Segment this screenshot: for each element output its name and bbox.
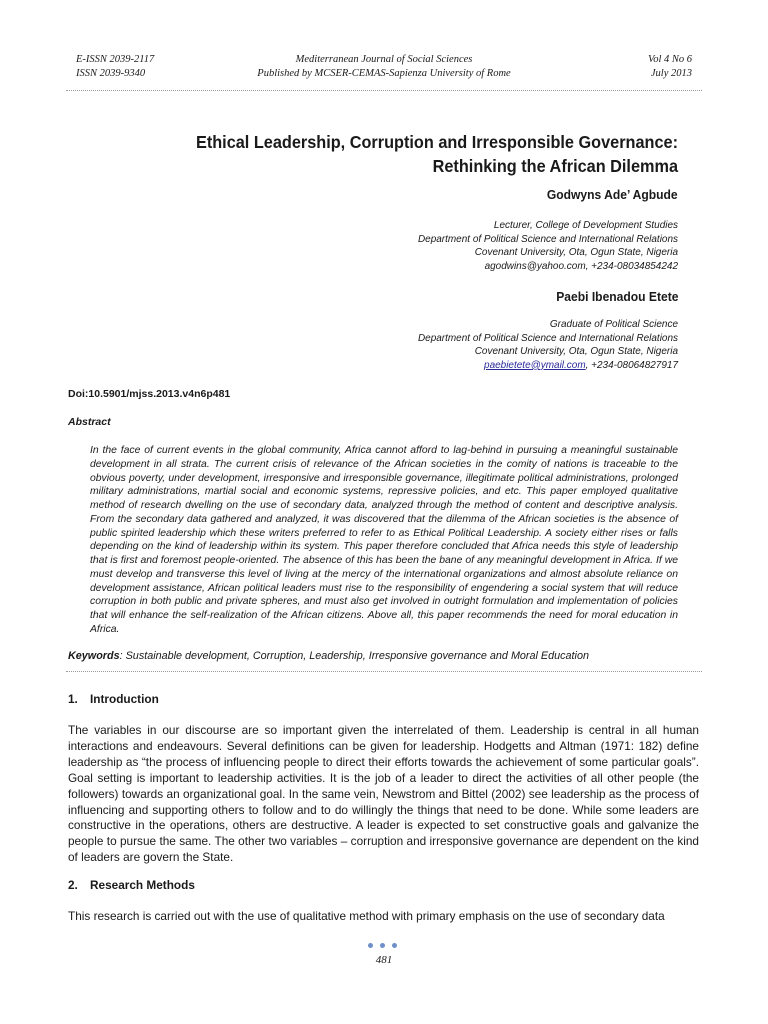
affiliation-line: Department of Political Science and International Relations [417,232,678,245]
author-affiliation-1 [279,219,678,273]
paper-title [157,130,678,178]
volume-block [648,53,692,81]
keywords-list: : Sustainable development, Corruption, Leadership, Irresponsive governance and Moral Education [119,650,589,662]
author-name-1: Godwyns Ade’ Agbude [547,187,678,202]
section-divider [66,671,702,672]
journal-block [200,53,568,81]
ornament-dot [392,943,397,948]
ornament-dot [380,943,385,948]
author-contact: agodwins@yahoo.com, +234-08034854242 [484,259,678,272]
abstract-heading: Abstract [68,416,111,428]
affiliation-line: Covenant University, Ota, Ogun State, Nigeria [474,345,678,358]
section-title: Research Methods [90,878,195,892]
author-email-link[interactable]: paebietete@ymail.com [484,358,586,371]
title-line-2: Rethinking the African Dilemma [432,156,678,176]
affiliation-line: Lecturer, College of Development Studies [493,219,678,231]
header-divider [66,90,702,91]
publisher-text: Published by MCSER-CEMAS-Sapienza University of Rome [257,68,511,79]
section-number: 1. [68,692,78,706]
affiliation-line: Graduate of Political Science [549,318,678,330]
issn-block [76,53,154,81]
section-heading-introduction [68,692,159,706]
author-affiliation-2 [279,318,678,372]
affiliation-line: Covenant University, Ota, Ogun State, Nigeria [474,246,678,259]
issue-date: July 2013 [650,68,692,79]
ornament-dot [368,943,373,948]
page-number: 481 [375,954,393,966]
page-ornament-dots [366,943,402,953]
eissn-text: E-ISSN 2039-2117 [76,54,155,65]
author-phone: , +234-08064827917 [585,358,678,371]
keywords-label: Keywords [68,650,120,662]
keywords [68,650,589,662]
section-title: Introduction [90,692,159,706]
affiliation-line: Department of Political Science and International Relations [417,331,678,344]
abstract-body: In the face of current events in the global community, Africa cannot afford to lag-behind in pursuing a meaningful sustainable development in all strata. The current crisis of relevance of the African societies in the comity of nations is traceable to the obvious poverty, under development, irresponsive and irresponsible governance, illegitimate political administrations, prolonged military administrations, martial social and economic systems, repressive policies, and etc. This paper employed qualitative method of research dwelling on the use of secondary data, analyzed through the method of content and descriptive analysis. From the secondary data gathered and analyzed, it was discovered that the dilemma of the African societies is the absence of public spirited leadership which these writers preferred to refer to as Ethical Political Leadership. A society either rises or falls depending on the kind of leadership within its system. This paper therefore concluded that Africa needs this style of leadership that is first and foremost people-oriented. The absence of this has been the bane of any meaningful development in Africa. If we must develop and transverse this level of living at the mercy of the international organizations and almost absolute reliance on development assistance, African political leaders must rise to the responsibility of engendering a social system that will reduce corruption in both public and private spheres, and must also get involved in outright formulation and implementation of policies that will enhance the self-realization of the African citizens. Above all, this paper recommends the need for moral education in Africa. [90,445,678,635]
section-heading-research-methods [68,878,195,892]
introduction-paragraph: The variables in our discourse are so important given the interrelated of them. Leadership is central in all human interactions and endeavours. Several definitions can be given for leadership. Hodgetts and Altman (1971: 182) define leadership as “the process of influencing people to direct their efforts towards the achievement of some particular goals”. Goal setting is important to leadership activities. It is the job of a leader to direct the activities of all other people (the followers) towards an organizational goal. In the same vein, Newstrom and Bittel (2002) see leadership as the process of influencing and supporting others to follow and to do willingly the things that need to be done. While some leaders are constructive in the operations, others are destructive. A leader is expected to set constructive goals and galvanize the people to pursue the same. The other two variables – corruption and irresponsive governance are dependent on the kind of leaders are govern the State. [68,723,699,865]
section-number: 2. [68,878,78,892]
author-name-2: Paebi Ibenadou Etete [555,289,678,304]
author-contact [279,359,678,373]
journal-name: Mediterranean Journal of Social Sciences [295,54,473,65]
issn-text: ISSN 2039-9340 [76,68,146,79]
volume-text: Vol 4 No 6 [647,54,692,65]
research-methods-paragraph: This research is carried out with the use of qualitative method with primary emphasis on the use of secondary data [68,909,665,923]
title-line-1: Ethical Leadership, Corruption and Irresponsible Governance: [195,132,678,152]
doi-text: Doi:10.5901/mjss.2013.v4n6p481 [68,388,231,400]
